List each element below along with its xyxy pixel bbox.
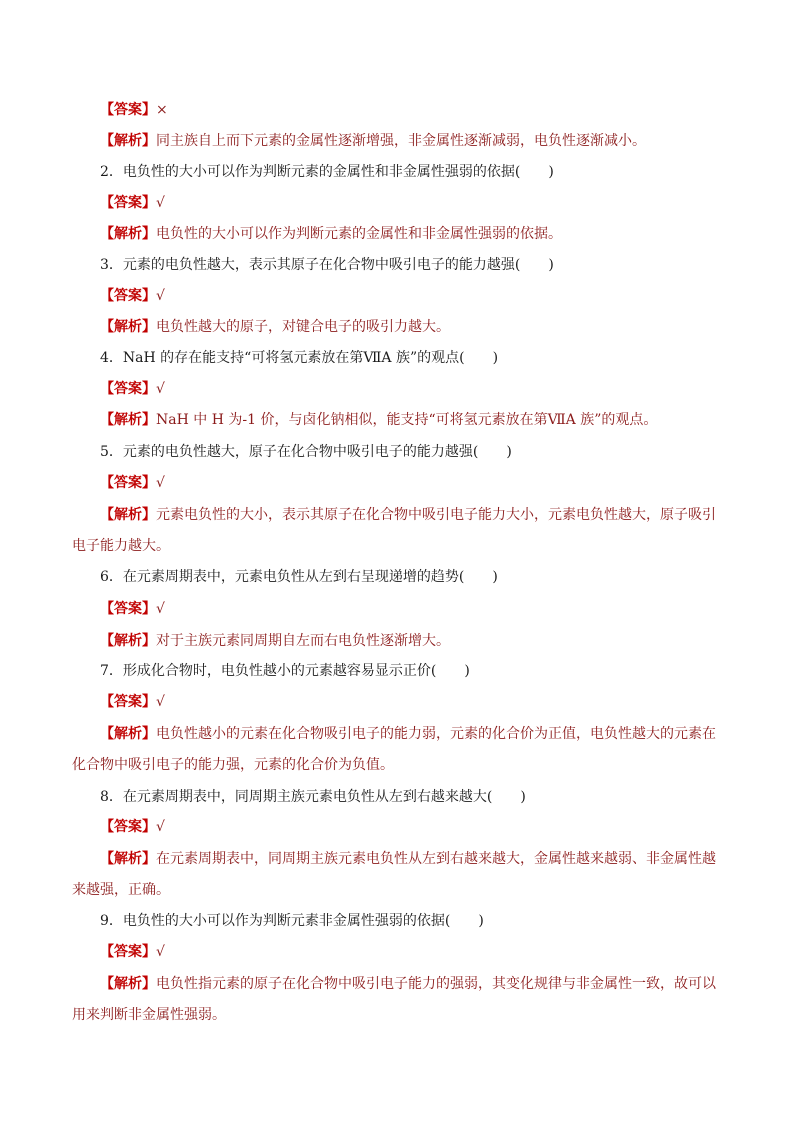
analysis-line-7a	[100, 719, 750, 750]
answer-line-9	[100, 937, 750, 968]
answer-label: 【答案】	[100, 694, 156, 710]
analysis-line-9a	[100, 969, 750, 1000]
answer-value: √	[156, 475, 165, 491]
question-6: 6．在元素周期表中，元素电负性从左到右呈现递增的趋势( )	[100, 569, 498, 585]
analysis-label: 【解析】	[100, 726, 156, 742]
answer-value: √	[156, 381, 165, 397]
answer-line-3	[100, 281, 750, 312]
analysis-line-9b: 用来判断非金属性强弱。	[72, 1007, 226, 1023]
analysis-text: 电负性越小的元素在化合物吸引电子的能力弱，元素的化合价为正值，电负性越大的元素在	[156, 726, 716, 742]
question-9: 9．电负性的大小可以作为判断元素非金属性强弱的依据( )	[100, 913, 484, 929]
answer-value: √	[156, 601, 165, 617]
analysis-line-2	[100, 219, 750, 250]
answer-label: 【答案】	[100, 195, 156, 211]
analysis-label: 【解析】	[100, 412, 156, 428]
analysis-line-3	[100, 312, 750, 343]
analysis-text: 电负性指元素的原子在化合物中吸引电子能力的强弱，其变化规律与非金属性一致，故可以	[156, 976, 716, 992]
analysis-text: 元素电负性的大小，表示其原子在化合物中吸引电子能力大小，元素电负性越大，原子吸引	[156, 507, 716, 523]
answer-label: 【答案】	[100, 819, 156, 835]
analysis-label: 【解析】	[100, 133, 156, 149]
answer-value: √	[156, 944, 165, 960]
analysis-label: 【解析】	[100, 319, 156, 335]
analysis-label: 【解析】	[100, 633, 156, 649]
analysis-text: 电负性的大小可以作为判断元素的金属性和非金属性强弱的依据。	[156, 226, 562, 242]
question-5: 5．元素的电负性越大，原子在化合物中吸引电子的能力越强( )	[100, 444, 512, 460]
answer-label: 【答案】	[100, 102, 156, 118]
answer-label: 【答案】	[100, 475, 156, 491]
question-4: 4．NaH 的存在能支持“可将氢元素放在第ⅦA 族”的观点( )	[100, 350, 499, 366]
answer-value: √	[156, 694, 165, 710]
question-3: 3．元素的电负性越大，表示其原子在化合物中吸引电子的能力越强( )	[100, 257, 554, 273]
answer-line-6	[100, 594, 750, 625]
question-2: 2．电负性的大小可以作为判断元素的金属性和非金属性强弱的依据( )	[100, 164, 554, 180]
answer-label: 【答案】	[100, 944, 156, 960]
analysis-label: 【解析】	[100, 976, 156, 992]
answer-value: √	[156, 195, 165, 211]
analysis-line-7b: 化合物中吸引电子的能力强，元素的化合价为负值。	[72, 757, 394, 773]
answer-line-4	[100, 374, 750, 405]
analysis-text: NaH 中 H 为-1 价，与卤化钠相似，能支持“可将氢元素放在第ⅦA 族”的观点。	[156, 412, 658, 428]
answer-line-5	[100, 468, 750, 499]
answer-line-7	[100, 687, 750, 718]
answer-value: √	[156, 819, 165, 835]
analysis-line-6	[100, 626, 750, 657]
analysis-text: 电负性越大的原子，对键合电子的吸引力越大。	[156, 319, 450, 335]
analysis-label: 【解析】	[100, 507, 156, 523]
answer-line-1	[100, 95, 750, 126]
answer-line-2	[100, 188, 750, 219]
analysis-line-5b: 电子能力越大。	[72, 538, 170, 554]
analysis-line-8b: 来越强，正确。	[72, 882, 170, 898]
analysis-text: 在元素周期表中，同周期主族元素电负性从左到右越来越大，金属性越来越弱、非金属性越	[156, 851, 716, 867]
analysis-line-4	[100, 405, 750, 436]
answer-label: 【答案】	[100, 381, 156, 397]
analysis-line-1	[100, 126, 750, 157]
analysis-label: 【解析】	[100, 851, 156, 867]
answer-value: √	[156, 288, 165, 304]
answer-value: ×	[156, 102, 168, 118]
analysis-line-5a	[100, 500, 750, 531]
answer-label: 【答案】	[100, 601, 156, 617]
answer-line-8	[100, 812, 750, 843]
analysis-line-8a	[100, 844, 750, 875]
analysis-text: 同主族自上而下元素的金属性逐渐增强，非金属性逐渐减弱，电负性逐渐减小。	[156, 133, 646, 149]
analysis-text: 对于主族元素同周期自左而右电负性逐渐增大。	[156, 633, 450, 649]
analysis-label: 【解析】	[100, 226, 156, 242]
answer-label: 【答案】	[100, 288, 156, 304]
question-8: 8．在元素周期表中，同周期主族元素电负性从左到右越来越大( )	[100, 789, 526, 805]
question-7: 7．形成化合物时，电负性越小的元素越容易显示正价( )	[100, 663, 470, 679]
